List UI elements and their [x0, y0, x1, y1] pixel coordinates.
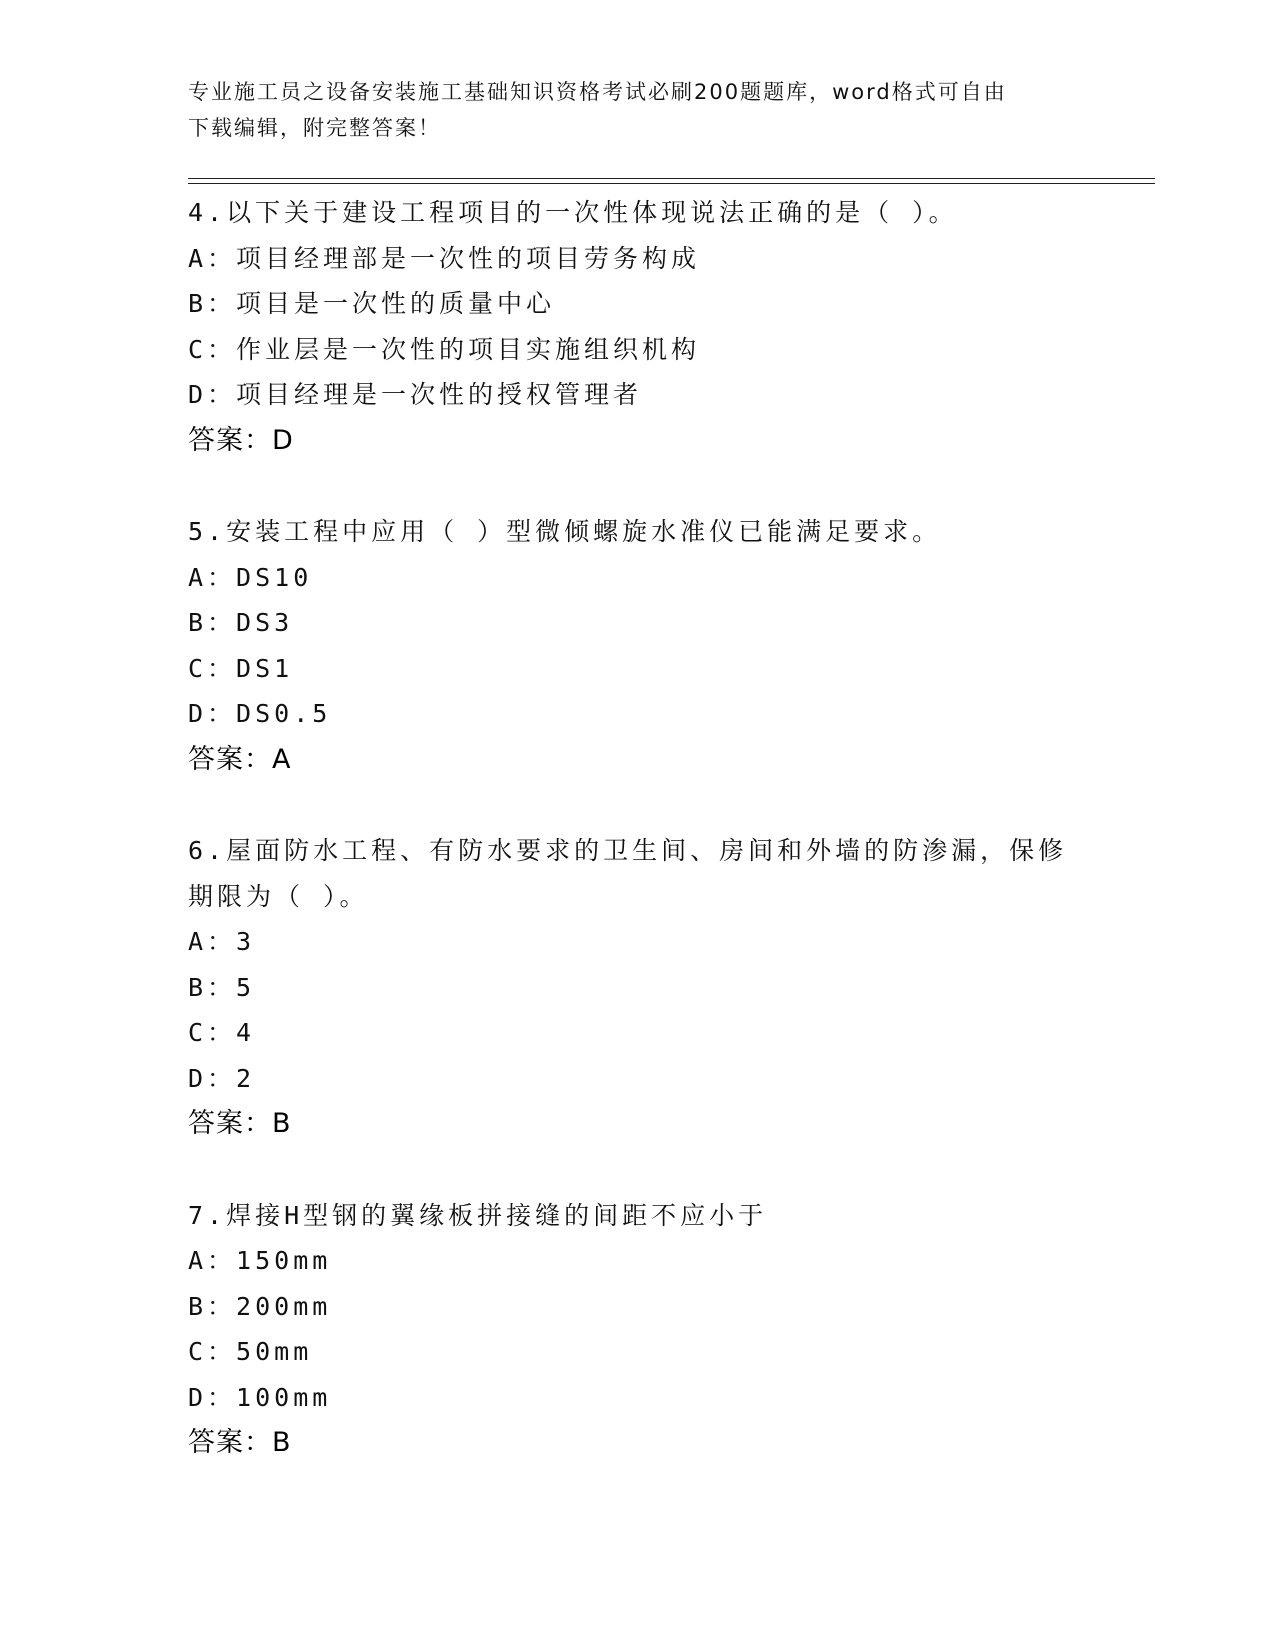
question-stem-line-2: 期限为（ ）。 [188, 881, 369, 911]
header-line-2: 下载编辑，附完整答案！ [188, 116, 441, 140]
option-b: B：5 [188, 972, 256, 1002]
question-stem: 7.焊接H型钢的翼缘板拼接缝的间距不应小于 [188, 1200, 768, 1230]
option-d: D：100mm [188, 1382, 332, 1412]
header-line-1: 专业施工员之设备安装施工基础知识资格考试必刷200题题库，word格式可自由 [188, 80, 1007, 104]
option-c: C：4 [188, 1018, 256, 1047]
document-header [188, 74, 1068, 146]
answer-text: 答案：A [188, 743, 292, 775]
option-b: B：项目是一次性的质量中心 [188, 289, 556, 318]
question-6 [188, 828, 1088, 1147]
answer-text: 答案：B [188, 1427, 292, 1458]
question-stem: 5.安装工程中应用（ ）型微倾螺旋水准仪已能满足要求。 [188, 517, 942, 546]
option-c: C：DS1 [188, 653, 294, 683]
question-stem-line-1: 6.屋面防水工程、有防水要求的卫生间、房间和外墙的防渗漏，保修 [188, 836, 1068, 865]
option-d: D：DS0.5 [188, 699, 332, 728]
option-b: B：DS3 [188, 608, 294, 637]
option-d: D：2 [188, 1063, 256, 1093]
option-d: D：项目经理是一次性的授权管理者 [188, 380, 643, 409]
question-stem: 4.以下关于建设工程项目的一次性体现说法正确的是（ ）。 [188, 198, 958, 227]
header-divider-top [188, 178, 1155, 179]
question-list [188, 190, 1088, 1466]
option-a: A：DS10 [188, 562, 313, 592]
option-c: C：50mm [188, 1337, 313, 1366]
option-b: B：200mm [188, 1291, 332, 1321]
header-divider-bottom [188, 183, 1155, 184]
option-a: A：150mm [188, 1246, 332, 1275]
option-a: A：3 [188, 927, 256, 956]
answer-text: 答案：B [188, 1108, 292, 1139]
answer-text: 答案：D [188, 424, 294, 456]
question-5 [188, 509, 1088, 782]
option-a: A：项目经理部是一次性的项目劳务构成 [188, 243, 701, 273]
question-4 [188, 190, 1088, 463]
question-7 [188, 1193, 1088, 1466]
option-c: C：作业层是一次性的项目实施组织机构 [188, 334, 701, 364]
